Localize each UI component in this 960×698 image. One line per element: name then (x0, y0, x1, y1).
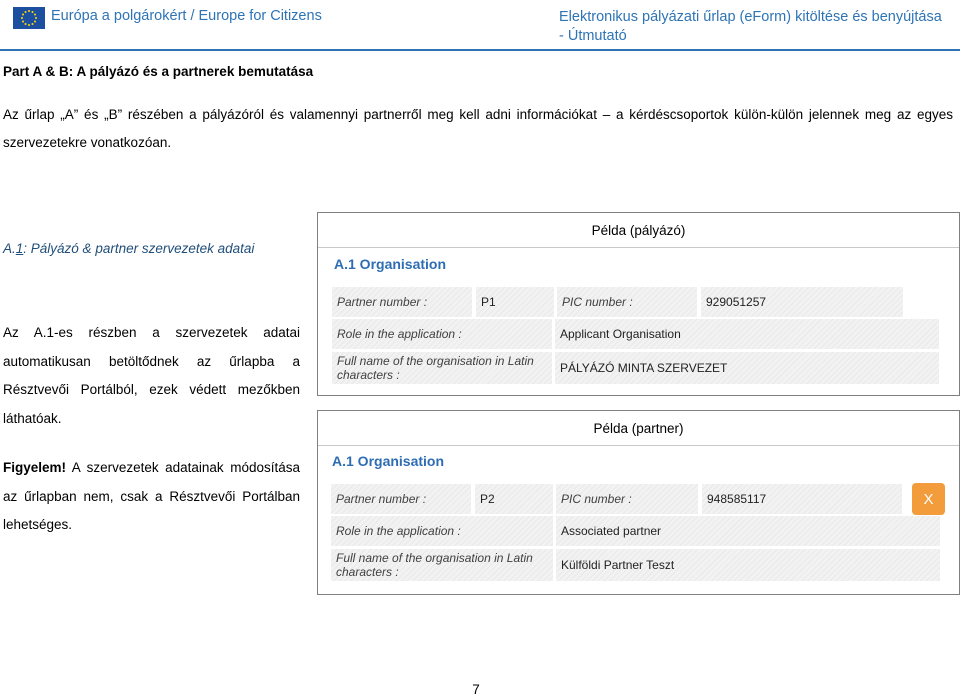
org-section-title: A.1 Organisation (332, 453, 445, 469)
example-divider (318, 445, 959, 446)
a1-heading-prefix: A. (3, 241, 16, 256)
section-title: Part A & B: A pályázó és a partnerek bemutatása (3, 64, 314, 79)
org-name-field[interactable]: Külföldi Partner Teszt (556, 549, 940, 581)
partner-number-field[interactable]: P2 (475, 484, 553, 514)
role-label: Role in the application : (331, 516, 553, 546)
role-field[interactable]: Applicant Organisation (555, 319, 939, 349)
partner-number-field[interactable]: P1 (476, 287, 554, 317)
example-partner-title: Példa (partner) (593, 421, 684, 436)
warning-label: Figyelem! (3, 460, 67, 475)
warning-text: A szervezetek adatainak módosítása az űrlapban nem, csak a Résztvevői Portálban lehetséges. (3, 460, 300, 532)
pic-number-label: PIC number : (557, 287, 697, 317)
org-name-label: Full name of the organisation in Latin characters : (331, 549, 553, 581)
header-divider (0, 49, 960, 51)
eu-flag-icon (13, 7, 45, 29)
intro-paragraph: Az űrlap „A” és „B” részében a pályázóról és valamennyi partnerről meg kell adni információkat – a kérdéscsoportok külön-külön jelennek meg az egyes szervezetekre vonatkozóan. (3, 107, 953, 150)
body-paragraph-1: Az A.1-es részben a szervezetek adatai automatikusan betöltődnek az űrlapba a Résztvevői Portálból, ezek védett mezőkben láthatóak. (3, 325, 300, 426)
a1-heading-num: 1 (15, 241, 24, 256)
a1-heading-rest: : Pályázó & partner szervezetek adatai (23, 241, 255, 256)
example-partner-box (317, 410, 960, 595)
pic-number-field[interactable]: 948585117 (702, 484, 902, 514)
example-divider (318, 247, 959, 248)
role-field[interactable]: Associated partner (556, 516, 940, 546)
header-right-title: Elektronikus pályázati űrlap (eForm) kitöltése és benyújtása - Útmutató (559, 9, 942, 44)
org-name-field[interactable]: PÁLYÁZÓ MINTA SZERVEZET (555, 352, 939, 384)
pic-number-field[interactable]: 929051257 (701, 287, 903, 317)
role-label: Role in the application : (332, 319, 552, 349)
org-section-title: A.1 Organisation (334, 256, 447, 272)
partner-number-label: Partner number : (332, 287, 472, 317)
page-number: 7 (472, 682, 480, 697)
header-left-title: Európa a polgárokért / Europe for Citizens (51, 8, 322, 24)
example-applicant-box (317, 212, 960, 396)
a1-heading (3, 241, 254, 256)
remove-partner-button[interactable]: X (912, 483, 945, 515)
partner-number-label: Partner number : (331, 484, 471, 514)
example-applicant-title: Példa (pályázó) (591, 223, 686, 238)
org-name-label: Full name of the organisation in Latin characters : (332, 352, 552, 384)
pic-number-label: PIC number : (556, 484, 698, 514)
body-paragraph-2 (3, 454, 300, 540)
